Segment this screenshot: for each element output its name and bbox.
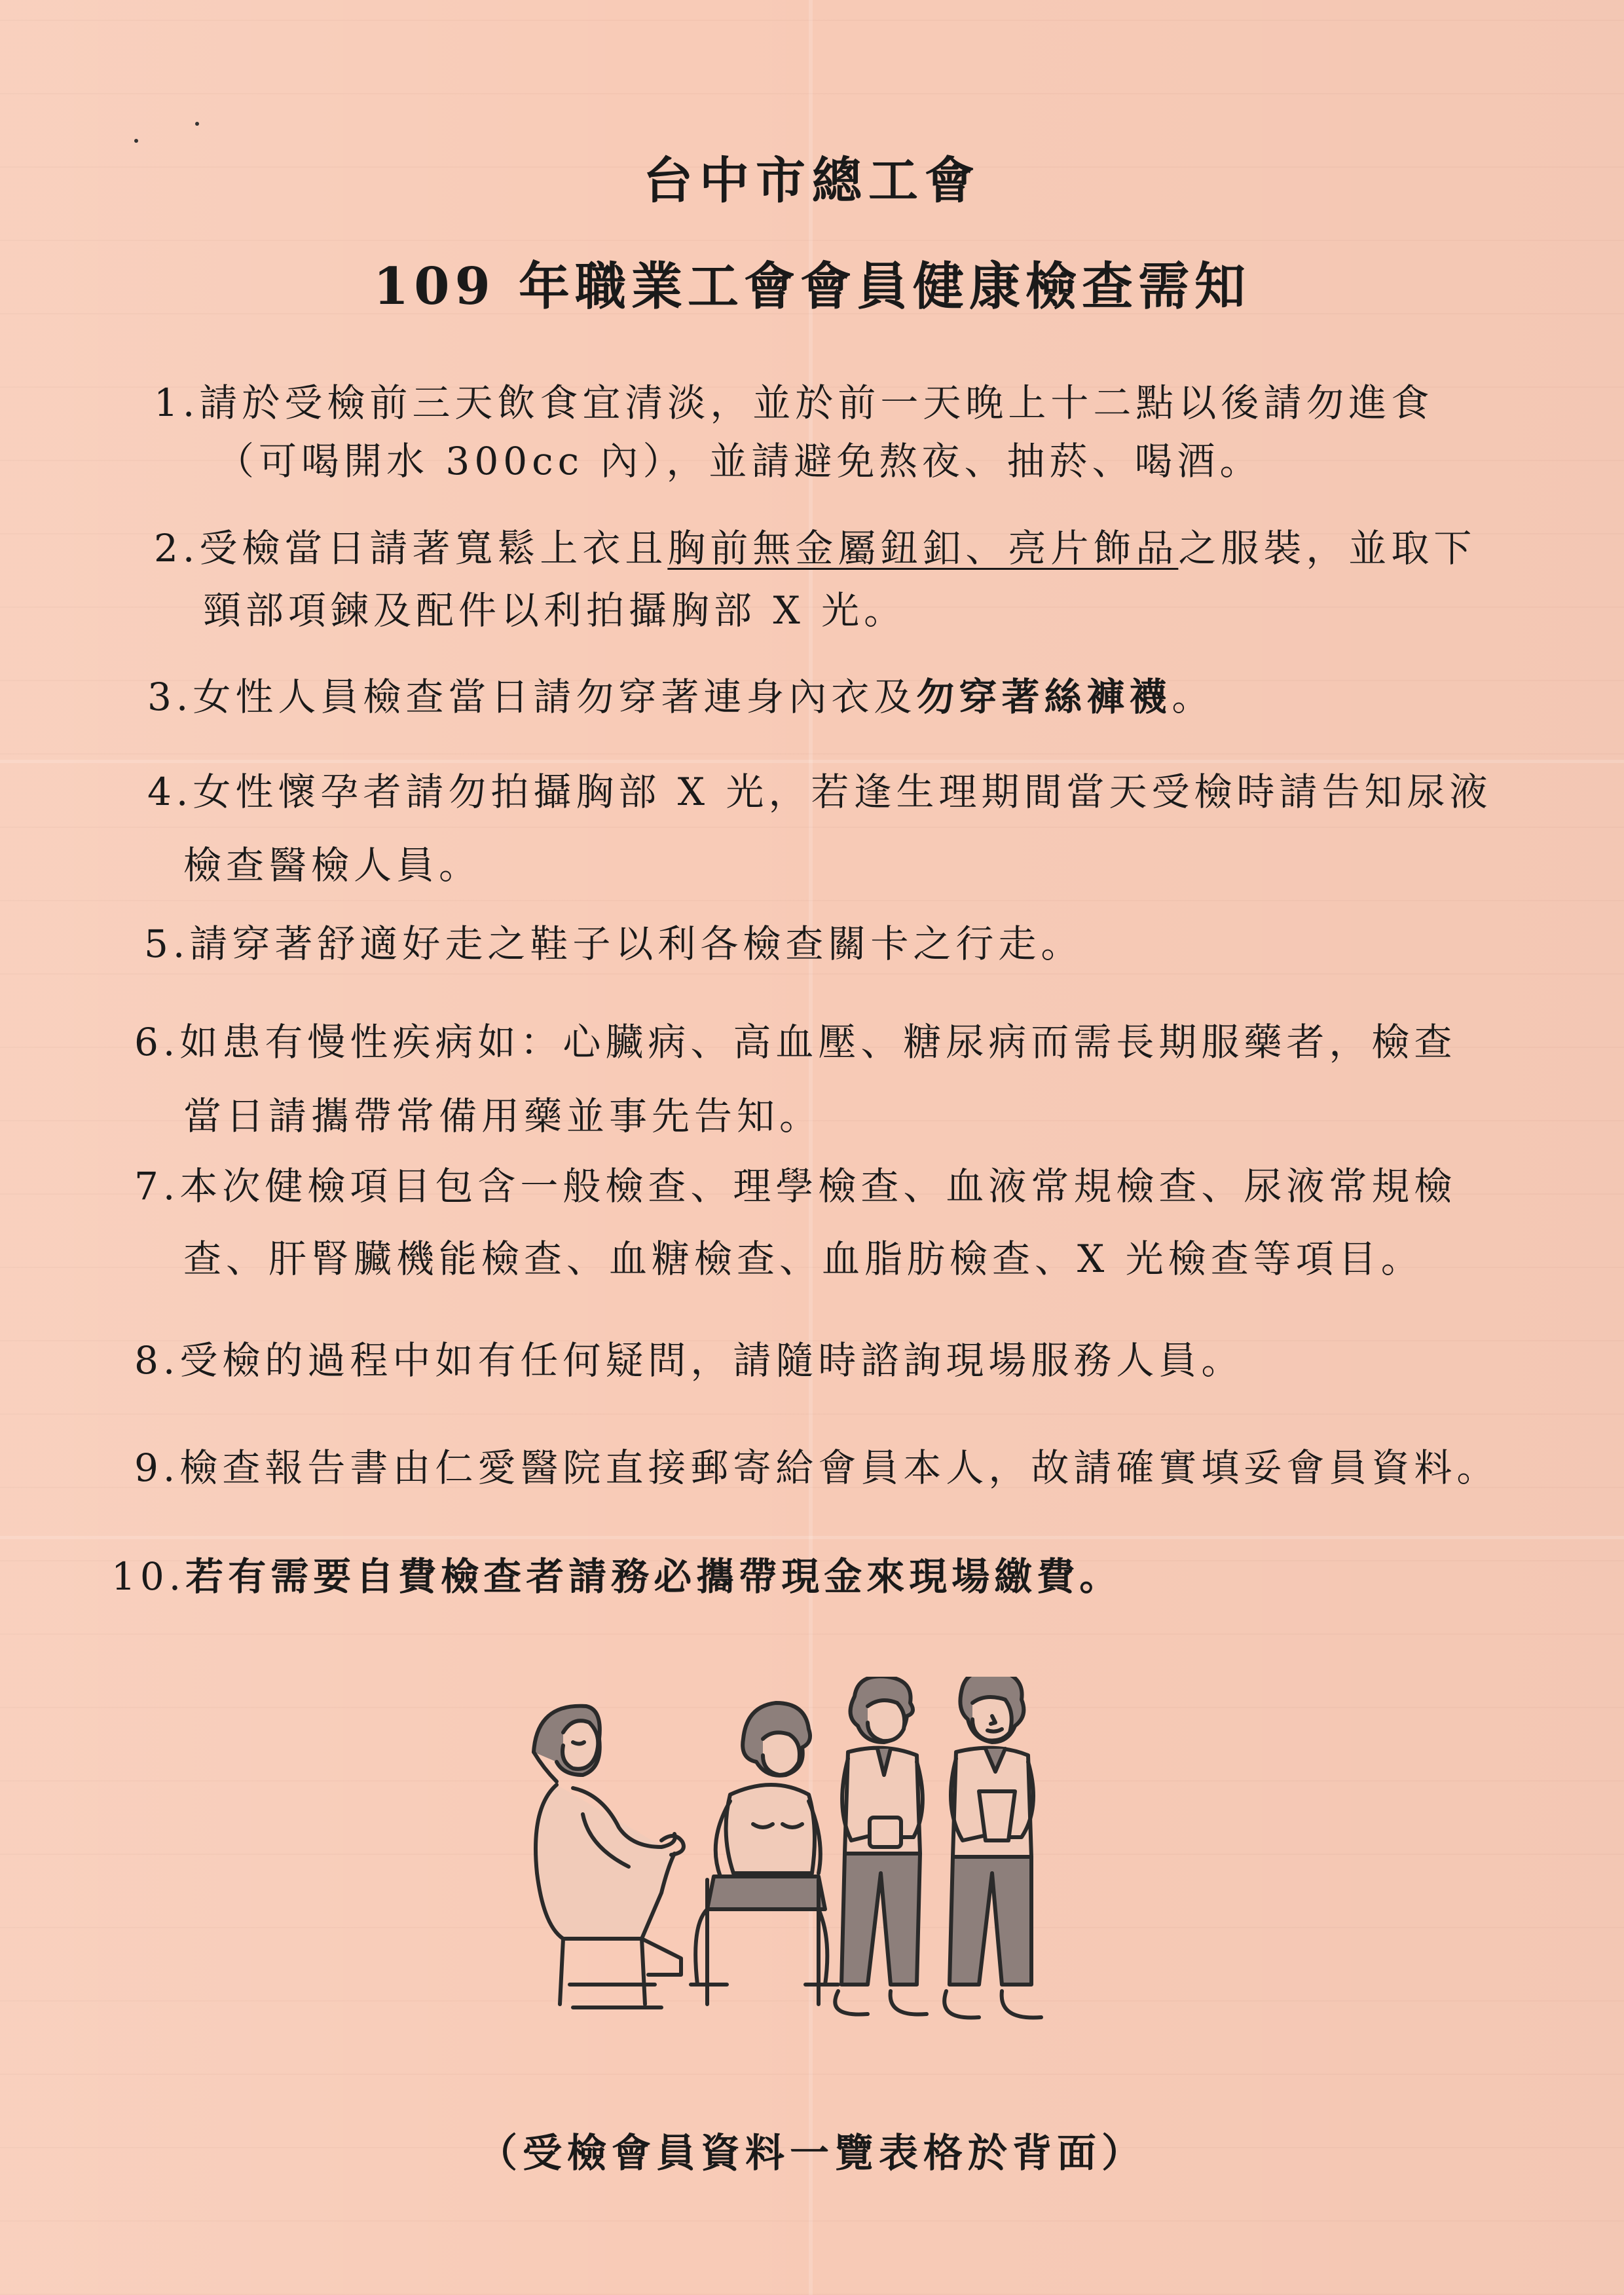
speck xyxy=(195,122,199,126)
footer-note: （受檢會員資料一覽表格於背面） xyxy=(478,2131,1146,2176)
paper-fold-horizontal-top xyxy=(0,760,1624,763)
notice-item-10 xyxy=(111,1554,1122,1599)
item-text-line1: 本次健檢項目包含一般檢查、理學檢查、血液常規檢查、尿液常規檢 xyxy=(179,1164,1457,1208)
item-number: 9. xyxy=(134,1446,180,1490)
notice-item-2 xyxy=(154,526,1477,570)
document-subtitle: 109 年職業工會會員健康檢查需知 xyxy=(373,257,1251,316)
notice-item-7 xyxy=(134,1164,1457,1208)
item-number: 2. xyxy=(154,526,200,570)
item-number: 4. xyxy=(147,770,193,814)
notice-item-6 xyxy=(134,1020,1457,1064)
notice-item-5 xyxy=(144,922,1084,966)
notice-item-8 xyxy=(134,1338,1244,1383)
item-text-bold: 勿穿著絲褲襪 xyxy=(916,675,1172,719)
doctor-patient-illustration-icon xyxy=(511,1677,1074,2057)
notice-item-3 xyxy=(147,675,1215,719)
notice-item-1 xyxy=(154,381,1434,425)
paper-fold-horizontal-bottom xyxy=(0,1536,1624,1539)
item-number: 8. xyxy=(134,1338,180,1383)
notice-item-2-line2: 頸部項鍊及配件以利拍攝胸部 X 光。 xyxy=(203,588,907,633)
item-text-line1-a: 女性人員檢查當日請勿穿著連身內衣及 xyxy=(193,675,917,719)
item-text-line1: 請穿著舒適好走之鞋子以利各檢查關卡之行走。 xyxy=(189,922,1084,966)
item-text-line1: 檢查報告書由仁愛醫院直接郵寄給會員本人，故請確實填妥會員資料。 xyxy=(179,1446,1500,1490)
item-number: 6. xyxy=(134,1020,180,1064)
notice-item-4-line2: 檢查醫檢人員。 xyxy=(183,843,482,887)
item-number: 5. xyxy=(144,922,190,966)
item-number: 1. xyxy=(154,381,200,425)
item-text-line1: 若有需要自費檢查者請務必攜帶現金來現場繳費。 xyxy=(185,1554,1122,1599)
item-text-underlined: 胸前無金屬鈕釦、亮片飾品 xyxy=(667,526,1179,570)
item-text-line1: 女性懷孕者請勿拍攝胸部 X 光，若逢生理期間當天受檢時請告知尿液 xyxy=(193,770,1492,814)
item-text-line1: 請於受檢前三天飲食宜清淡，並於前一天晚上十二點以後請勿進食 xyxy=(199,381,1434,425)
notice-item-4 xyxy=(147,770,1492,814)
item-text-line1-a: 受檢當日請著寬鬆上衣且 xyxy=(199,526,668,570)
item-number: 10. xyxy=(111,1554,186,1599)
notice-item-1-line2: （可喝開水 300cc 內），並請避免熬夜、抽菸、喝酒。 xyxy=(216,439,1263,483)
item-number: 7. xyxy=(134,1164,180,1208)
notice-item-9 xyxy=(134,1446,1500,1490)
item-text-line1-c: 。 xyxy=(1172,675,1215,719)
item-text-line1: 如患有慢性疾病如：心臟病、高血壓、糖尿病而需長期服藥者，檢查 xyxy=(179,1020,1457,1064)
notice-item-6-line2: 當日請攜帶常備用藥並事先告知。 xyxy=(183,1094,822,1138)
document-title: 台中市總工會 xyxy=(643,151,981,210)
item-number: 3. xyxy=(147,675,193,719)
item-text-line1-c: 之服裝，並取下 xyxy=(1178,526,1477,570)
notice-item-7-line2: 查、肝腎臟機能檢查、血糖檢查、血脂肪檢查、X 光檢查等項目。 xyxy=(183,1237,1424,1281)
item-text-line1: 受檢的過程中如有任何疑問，請隨時諮詢現場服務人員。 xyxy=(179,1338,1244,1383)
